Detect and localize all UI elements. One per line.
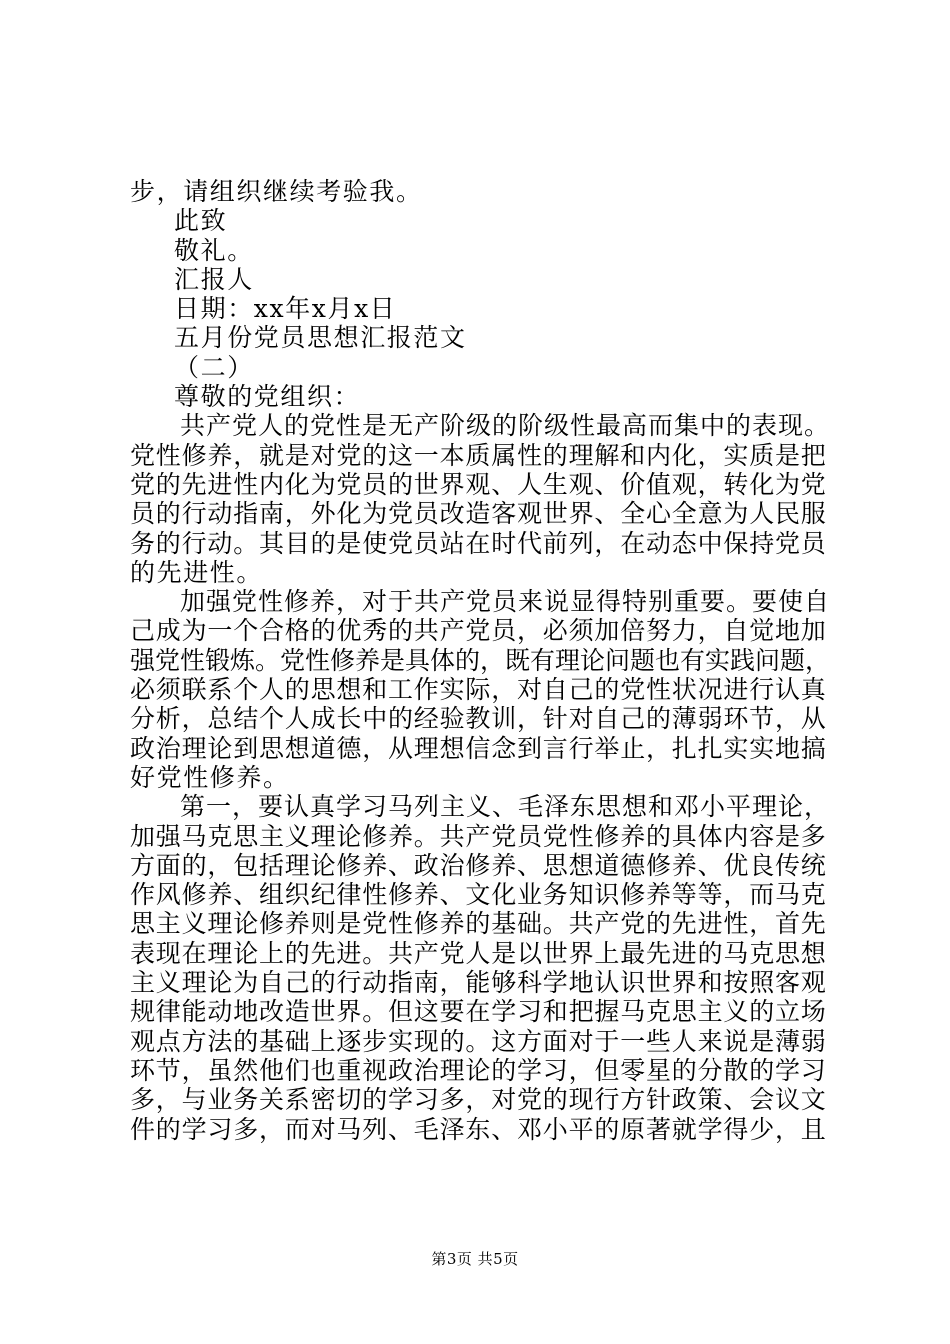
opening-block (130, 177, 830, 411)
section-title: 五月份党员思想汇报范文 (174, 323, 467, 353)
paragraph-line: 己成为一个合格的优秀的共产党员，必须加倍努力，自觉地加 (130, 616, 827, 646)
paragraph-line: 件的学习多，而对马列、毛泽东、邓小平的原著就学得少，且 (130, 1114, 827, 1144)
paragraph-line: 强党性锻炼。党性修养是具体的，既有理论问题也有实践问题， (130, 645, 831, 675)
continuation-line: 步，请组织继续考验我。 (130, 177, 423, 206)
document-body (130, 177, 830, 1144)
paragraph-3 (130, 792, 830, 1144)
paragraph-line: 务的行动。其目的是使党员站在时代前列，在动态中保持党员 (130, 528, 827, 558)
paragraph-line: 政治理论到思想道德，从理想信念到言行举止，扎扎实实地搞 (130, 733, 827, 763)
paragraph-line: 党性修养，就是对党的这一本质属性的理解和内化，实质是把 (130, 440, 827, 470)
paragraph-2 (130, 587, 830, 792)
page-number-footer: 第3页 共5页 (431, 1250, 519, 1268)
date-line: 日期：xx年x月x日 (174, 294, 397, 324)
paragraph-line: 的先进性。 (130, 557, 264, 587)
paragraph-line: 共产党人的党性是无产阶级的阶级性最高而集中的表现。 (180, 411, 831, 441)
paragraph-line: 观点方法的基础上逐步实现的。这方面对于一些人来说是薄弱 (130, 1026, 827, 1056)
paragraph-line: 作风修养、组织纪律性修养、文化业务知识修养等等，而马克 (130, 880, 827, 910)
paragraph-line: 思主义理论修养则是党性修养的基础。共产党的先进性，首先 (130, 909, 827, 939)
paragraph-line: 规律能动地改造世界。但这要在学习和把握马克思主义的立场 (130, 997, 827, 1027)
salutation-respect: 敬礼。 (174, 235, 254, 265)
paragraph-line: 党的先进性内化为党员的世界观、人生观、价值观，转化为党 (130, 469, 827, 499)
paragraph-line: 多，与业务关系密切的学习多，对党的现行方针政策、会议文 (130, 1085, 827, 1115)
paragraph-line: 加强党性修养，对于共产党员来说显得特别重要。要使自 (180, 587, 831, 617)
paragraph-line: 必须联系个人的思想和工作实际，对自己的党性状况进行认真 (130, 675, 827, 705)
paragraph-line: 分析，总结个人成长中的经验教训，针对自己的薄弱环节，从 (130, 704, 827, 734)
salutation-closing: 此致 (174, 206, 228, 236)
paragraph-line: 加强马克思主义理论修养。共产党员党性修养的具体内容是多 (130, 821, 827, 851)
paragraph-line: 好党性修养。 (130, 762, 290, 792)
section-number: （二） (174, 352, 254, 382)
paragraph-line: 主义理论为自己的行动指南，能够科学地认识世界和按照客观 (130, 968, 827, 998)
greeting: 尊敬的党组织： (174, 382, 361, 412)
paragraph-line: 环节，虽然他们也重视政治理论的学习，但零星的分散的学习 (130, 1055, 827, 1085)
paragraph-1 (130, 411, 830, 587)
reporter-label: 汇报人 (174, 264, 254, 294)
paragraph-line: 员的行动指南，外化为党员改造客观世界、全心全意为人民服 (130, 499, 827, 529)
paragraph-line: 方面的，包括理论修养、政治修养、思想道德修养、优良传统 (130, 850, 827, 880)
paragraph-line: 表现在理论上的先进。共产党人是以世界上最先进的马克思想 (130, 938, 827, 968)
paragraph-line: 第一，要认真学习马列主义、毛泽东思想和邓小平理论， (180, 792, 831, 822)
